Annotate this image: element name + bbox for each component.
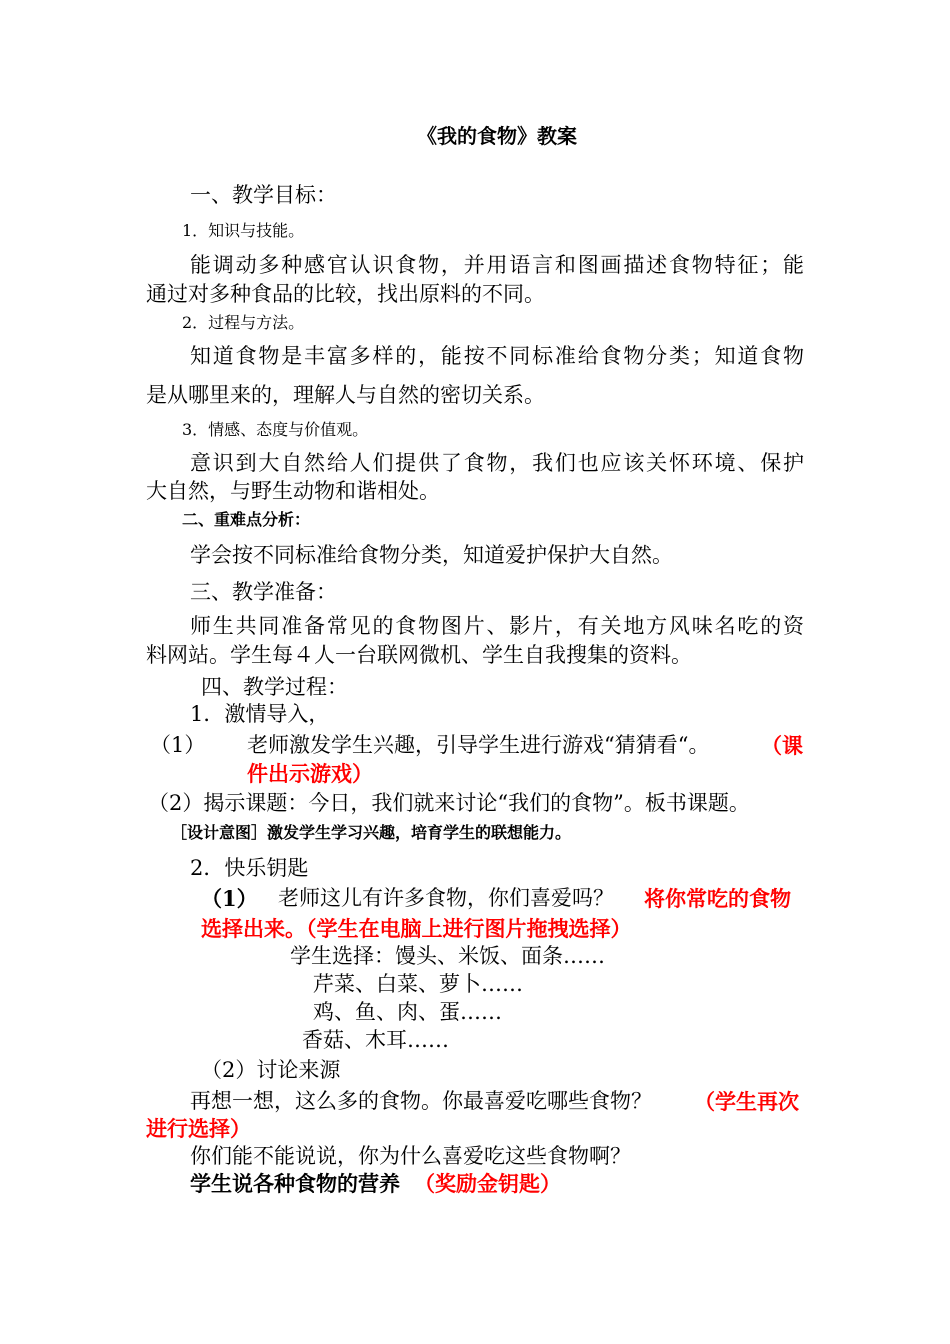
list-item: 学生选择：馒头、米饭、面条…… (290, 944, 605, 968)
paragraph-line: 大自然，与野生动物和谐相处。 (146, 479, 440, 503)
paragraph-line: 能调动多种感官认识食物，并用语言和图画描述食物特征；能 (190, 253, 804, 277)
item-number: （1） (201, 886, 258, 911)
paragraph-line: 意识到大自然给人们提供了食物，我们也应该关怀环境、保护 (190, 451, 804, 475)
section-heading-key-points: 二、重难点分析： (182, 510, 311, 529)
design-intent: ［设计意图］激发学生学习兴趣，培育学生的联想能力。 (171, 823, 572, 842)
paragraph-line: （2）揭示课题：今日，我们就来讨论“我们的食物”。板书课题。 (148, 791, 750, 815)
section-heading-objectives: 一、教学目标： (190, 183, 337, 207)
step-heading: （2）讨论来源 (201, 1058, 341, 1082)
section-heading-process: 四、教学过程： (201, 675, 348, 699)
subheading-emotion: 3．情感、态度与价值观。 (182, 420, 369, 439)
highlight-text: 件出示游戏） (247, 761, 373, 786)
paragraph-line: 通过对多种食品的比较，找出原料的不同。 (146, 282, 545, 306)
paragraph-line: 是从哪里来的，理解人与自然的密切关系。 (146, 383, 545, 407)
highlight-text: 将你常吃的食物 (644, 886, 791, 911)
paragraph-line: 师生共同准备常见的食物图片、影片，有关地方风味名吃的资 (190, 614, 804, 638)
highlight-text: （学生再次 (694, 1089, 799, 1114)
highlight-text: （课 (761, 733, 803, 758)
list-item: 香菇、木耳…… (302, 1028, 449, 1052)
paragraph-line: 学会按不同标准给食物分类，知道爱护保护大自然。 (190, 543, 673, 567)
step-heading: 2．快乐钥匙 (190, 856, 309, 880)
paragraph-line: 再想一想，这么多的食物。你最喜爱吃哪些食物？ (190, 1089, 652, 1113)
section-heading-preparation: 三、教学准备： (190, 580, 337, 604)
document-title: 《我的食物》教案 (417, 124, 577, 148)
highlight-text: （奖励金钥匙） (414, 1171, 561, 1196)
paragraph-line: 你们能不能说说，你为什么喜爱吃这些食物啊？ (190, 1144, 631, 1168)
step-heading: 1．激情导入， (190, 702, 330, 726)
paragraph-line: 老师这儿有许多食物，你们喜爱吗？ (278, 886, 614, 910)
highlight-text: 选择出来。（学生在电脑上进行图片拖拽选择） (201, 916, 632, 941)
highlight-text: 进行选择） (146, 1116, 251, 1141)
subheading-knowledge: 1．知识与技能。 (182, 221, 305, 240)
item-number: （1） (150, 733, 206, 757)
paragraph-line: 老师激发学生兴趣，引导学生进行游戏“猜猜看“。 (247, 733, 710, 757)
subheading-process: 2．过程与方法。 (182, 313, 305, 332)
list-item: 鸡、鱼、肉、蛋…… (313, 1000, 502, 1024)
list-item: 芹菜、白菜、萝卜…… (313, 972, 523, 996)
paragraph-line: 学生说各种食物的营养 (190, 1171, 400, 1196)
paragraph-line: 知道食物是丰富多样的，能按不同标准给食物分类；知道食物 (190, 344, 804, 368)
paragraph-line: 料网站。学生每４人一台联网微机、学生自我搜集的资料。 (146, 643, 692, 667)
